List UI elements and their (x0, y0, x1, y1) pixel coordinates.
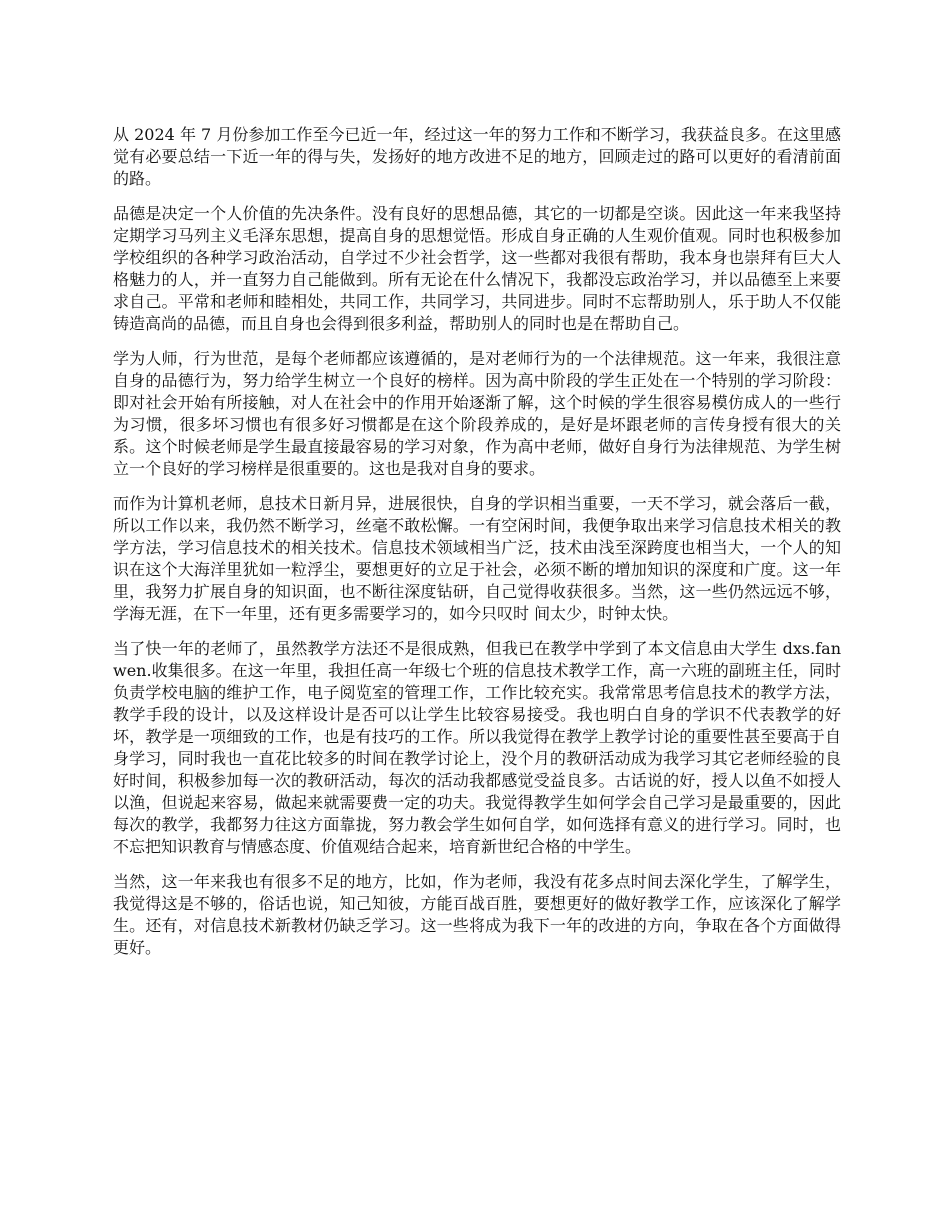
paragraph-intro: 从 2024 年 7 月份参加工作至今已近一年，经过这一年的努力工作和不断学习，我获益良多。在这里感觉有必要总结一下近一年的得与失，发扬好的地方改进不足的地方，回顾走过的路可以更好的看清前面的路。 (113, 125, 841, 188)
paragraph-teaching-work: 当了快一年的老师了，虽然教学方法还不是很成熟，但我已在教学中学到了本文信息由大学生 dxs.fanwen.收集很多。在这一年里，我担任高一年级七个班的信息技术教学工作，高一六班的副班主任，同时负责学校电脑的维护工作，电子阅览室的管理工作，工作比较充实。我常常思考信息技术的教学方法，教学手段的设计，以及这样设计是否可以让学生比较容易接受。我也明白自身的学识不代表教学的好坏，教学是一项细致的工作，也是有技巧的工作。所以我觉得在教学上教学讨论的重要性甚至要高于自身学习，同时我也一直花比较多的时间在教学讨论上，没个月的教研活动成为我学习其它老师经验的良好时间，积极参加每一次的教研活动，每次的活动我都感觉受益良多。古话说的好，授人以鱼不如授人以渔，但说起来容易，做起来就需要费一定的功夫。我觉得教学生如何学会自己学习是最重要的，因此每次的教学，我都努力往这方面靠拢，努力教会学生如何自学，如何选择有意义的进行学习。同时，也不忘把知识教育与情感态度、价值观结合起来，培育新世纪合格的中学生。 (113, 639, 841, 856)
paragraph-teacher-conduct: 学为人师，行为世范，是每个老师都应该遵循的，是对老师行为的一个法律规范。这一年来，我很注意自身的品德行为，努力给学生树立一个良好的榜样。因为高中阶段的学生正处在一个特别的学习阶段：即对社会开始有所接触，对人在社会中的作用开始逐渐了解，这个时候的学生很容易模仿成人的一些行为习惯，很多坏习惯也有很多好习惯都是在这个阶段养成的，是好是坏跟老师的言传身授有很大的关系。这个时候老师是学生最直接最容易的学习对象，作为高中老师，做好自身行为法律规范、为学生树立一个良好的学习榜样是很重要的。这也是我对自身的要求。 (113, 349, 841, 478)
paragraph-shortcomings: 当然，这一年来我也有很多不足的地方，比如，作为老师，我没有花多点时间去深化学生，了解学生，我觉得这是不够的，俗话也说，知己知彼，方能百战百胜，要想更好的做好教学工作，应该深化了解学生。还有，对信息技术新教材仍缺乏学习。这一些将成为我下一年的改进的方向，争取在各个方面做得更好。 (113, 872, 841, 957)
document-body (113, 124, 841, 972)
paragraph-moral-character: 品德是决定一个人价值的先决条件。没有良好的思想品德，其它的一切都是空谈。因此这一年来我坚持定期学习马列主义毛泽东思想，提高自身的思想觉悟。形成自身正确的人生观价值观。同时也积极参加学校组织的各种学习政治活动，自学过不少社会哲学，这一些都对我很有帮助，我本身也崇拜有巨大人格魅力的人，并一直努力自己能做到。所有无论在什么情况下，我都没忘政治学习，并以品德至上来要求自己。平常和老师和睦相处，共同工作，共同学习，共同进步。同时不忘帮助别人，乐于助人不仅能铸造高尚的品德，而且自身也会得到很多利益，帮助别人的同时也是在帮助自己。 (113, 204, 841, 333)
paragraph-continuous-learning: 而作为计算机老师，息技术日新月异，进展很快，自身的学识相当重要，一天不学习，就会落后一截，所以工作以来，我仍然不断学习，丝毫不敢松懈。一有空闲时间，我便争取出来学习信息技术相关的教学方法，学习信息技术的相关技术。信息技术领域相当广泛，技术由浅至深跨度也相当大，一个人的知识在这个大海洋里犹如一粒浮尘，要想更好的立足于社会，必须不断的增加知识的深度和广度。这一年里，我努力扩展自身的知识面，也不断往深度钻研，自己觉得收获很多。当然，这一些仍然远远不够，学海无涯，在下一年里，还有更多需要学习的，如今只叹时 间太少，时钟太快。 (113, 494, 841, 623)
